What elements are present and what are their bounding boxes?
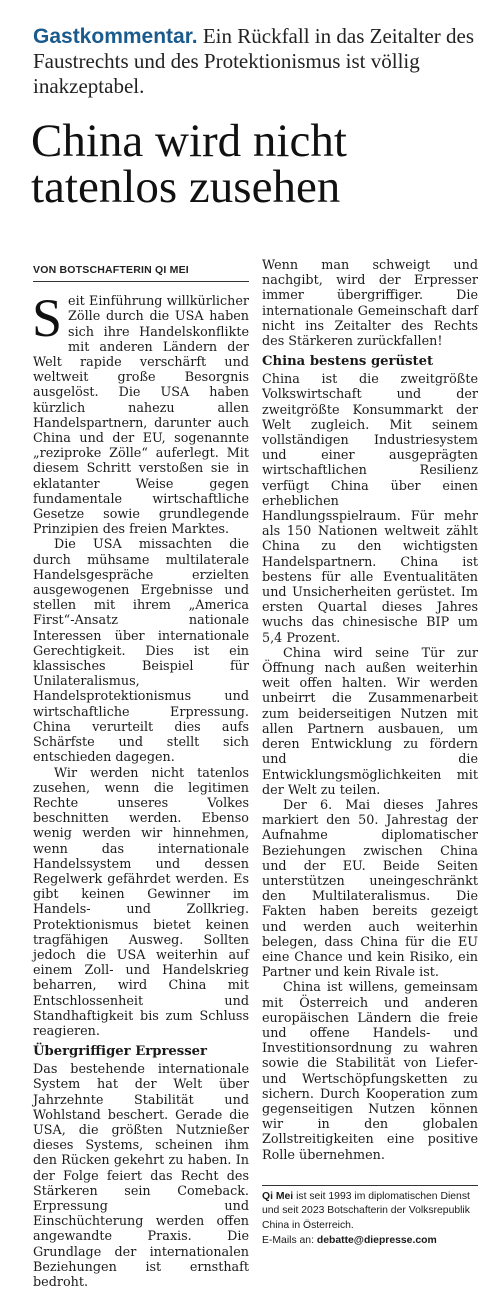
author-bio: ist seit 1993 im diplomatischen Dienst und seit 2023 Botschafterin der Volksrepublik China in Österreich. [262, 1190, 470, 1231]
body-paragraph: Wenn man schweigt und nachgibt, wird der Erpresser immer übergriffiger. Die internationale Gemeinschaft darf nicht ins Zeitalter des Rechts des Stärkeren zurückfallen! [262, 258, 478, 350]
author-name: Qi Mei [262, 1190, 294, 1202]
byline-rule [33, 262, 249, 282]
drop-cap: S [32, 288, 63, 349]
kicker [33, 24, 478, 99]
body-paragraph: Der 6. Mai dieses Jahres markiert den 50. Jahrestag der Aufnahme diplomatischer Beziehungen zwischen China und der EU. Beide Seiten unterstützen uneingeschränkt den Multilateralismus. Die Fakten haben bereits gezeigt und werden auch weiterhin belegen, dass China für die EU eine Chance und kein Risiko, ein Partner und kein Rivale ist. [262, 797, 478, 981]
subheading: Übergriffiger Erpresser [33, 1044, 207, 1060]
email-link[interactable]: debatte@diepresse.com [316, 1234, 437, 1246]
kicker-label: Gastkommentar. [33, 25, 198, 48]
email-label: E-Mails an: [262, 1234, 317, 1246]
body-paragraph: China wird seine Tür zur Öffnung nach außen weiterhin weit offen halten. Wir werden unbeirrt die Zusammenarbeit zum beiderseitigen Nutzen mit allen Partnern ausbauen, um deren Entwicklung zu fördern und die Entwicklungsmöglichkeiten mit der Welt zu teilen. [262, 645, 478, 798]
subheading: China bestens gerüstet [262, 354, 434, 370]
byline: VON BOTSCHAFTERIN QI MEI [33, 264, 189, 276]
column-left [33, 262, 249, 1290]
body-paragraph: Die USA missachten die durch mühsame multilaterale Handelsgespräche erzielten ausgewogenen Ergebnisse und stellen mit ihrem „America First“-Ansatz nationale Interessen über internationale Gerechtigkeit. Dies ist ein klassisches Beispiel für Unilateralismus, Handelsprotektionismus und wirtschaftliche Erpressung. China verurteilt dies aufs Schärfste und stellt sich entschieden dagegen. [33, 537, 249, 766]
kicker-text: Ein Rückfall in das Zeitalter des Faustrechts und des Protektionismus ist völlig inakzeptabel. [33, 24, 474, 98]
body-paragraph: Seit Einführung willkürlicher Zölle durch die USA haben sich ihre Handelskonflikte mit anderen Ländern der Welt rapide verschärft und weltweit große Besorgnis ausgelöst. Die USA haben kürzlich nahezu allen Handelspartnern, darunter auch China und der EU, sogenannte „reziproke Zölle“ auferlegt. Mit diesem Schritt verstoßen sie in eklatanter Weise gegen fundamentale wirtschaftliche Gesetze sowie grundlegende Prinzipien des freien Marktes. [32, 288, 249, 538]
headline: China wird nicht tatenlos zusehen [31, 115, 347, 213]
column-right [262, 258, 478, 1248]
body-paragraph: China ist willens, gemeinsam mit Österreich und anderen europäischen Ländern die freie und offene Handels- und Investitionsordnung zu wahren sowie die Stabilität von Liefer- und Wertschöpfungsketten zu sichern. Durch Kooperation zum gegenseitigen Nutzen können wir in den globalen Zollstreitigkeiten eine positive Rolle übernehmen. [262, 980, 478, 1163]
body-paragraph: Wir werden nicht tatenlos zusehen, wenn die legitimen Rechte unseres Volkes beschnitten werden. Ebenso wenig werden wir hinnehmen, wenn das internationale Handelssystem und dessen Regelwerk gefährdet werden. Es gibt keinen Gewinner im Handels- und Zollkrieg. Protektionismus bietet keinen tragfähigen Ausweg. Sollten jedoch die USA weiterhin auf einem Zoll- und Handelskrieg beharren, wird China mit Entschlossenheit und Standhaftigkeit bis zum Schluss reagieren. [33, 765, 249, 1039]
body-paragraph: Das bestehende internationale System hat der Welt über Jahrzehnte Stabilität und Wohlstand beschert. Gerade die USA, die größten Nutznießer dieses Systems, scheinen ihm den Rücken gekehrt zu haben. In der Folge feiert das Recht des Stärkeren sein Comeback. Erpressung und Einschüchterung werden offen angewandte Praxis. Die Grundlage der internationalen Beziehungen ist ernsthaft bedroht. [33, 1062, 249, 1290]
body-paragraph: China ist die zweitgrößte Volkswirtschaft und der zweitgrößte Konsummarkt der Welt zugleich. Mit seinem vollständigen Industriesystem und einer ausgeprägten wirtschaftlichen Resilienz verfügt China über einen erheblichen Handlungsspielraum. Für mehr als 150 Nationen weltweit zählt China zu den wichtigsten Handelspartnern. China ist bestens für alle Eventualitäten und Unsicherheiten gerüstet. Im ersten Quartal dieses Jahres wuchs das chinesische BIP um 5,4 Prozent. [262, 372, 478, 646]
author-info [262, 1185, 478, 1248]
